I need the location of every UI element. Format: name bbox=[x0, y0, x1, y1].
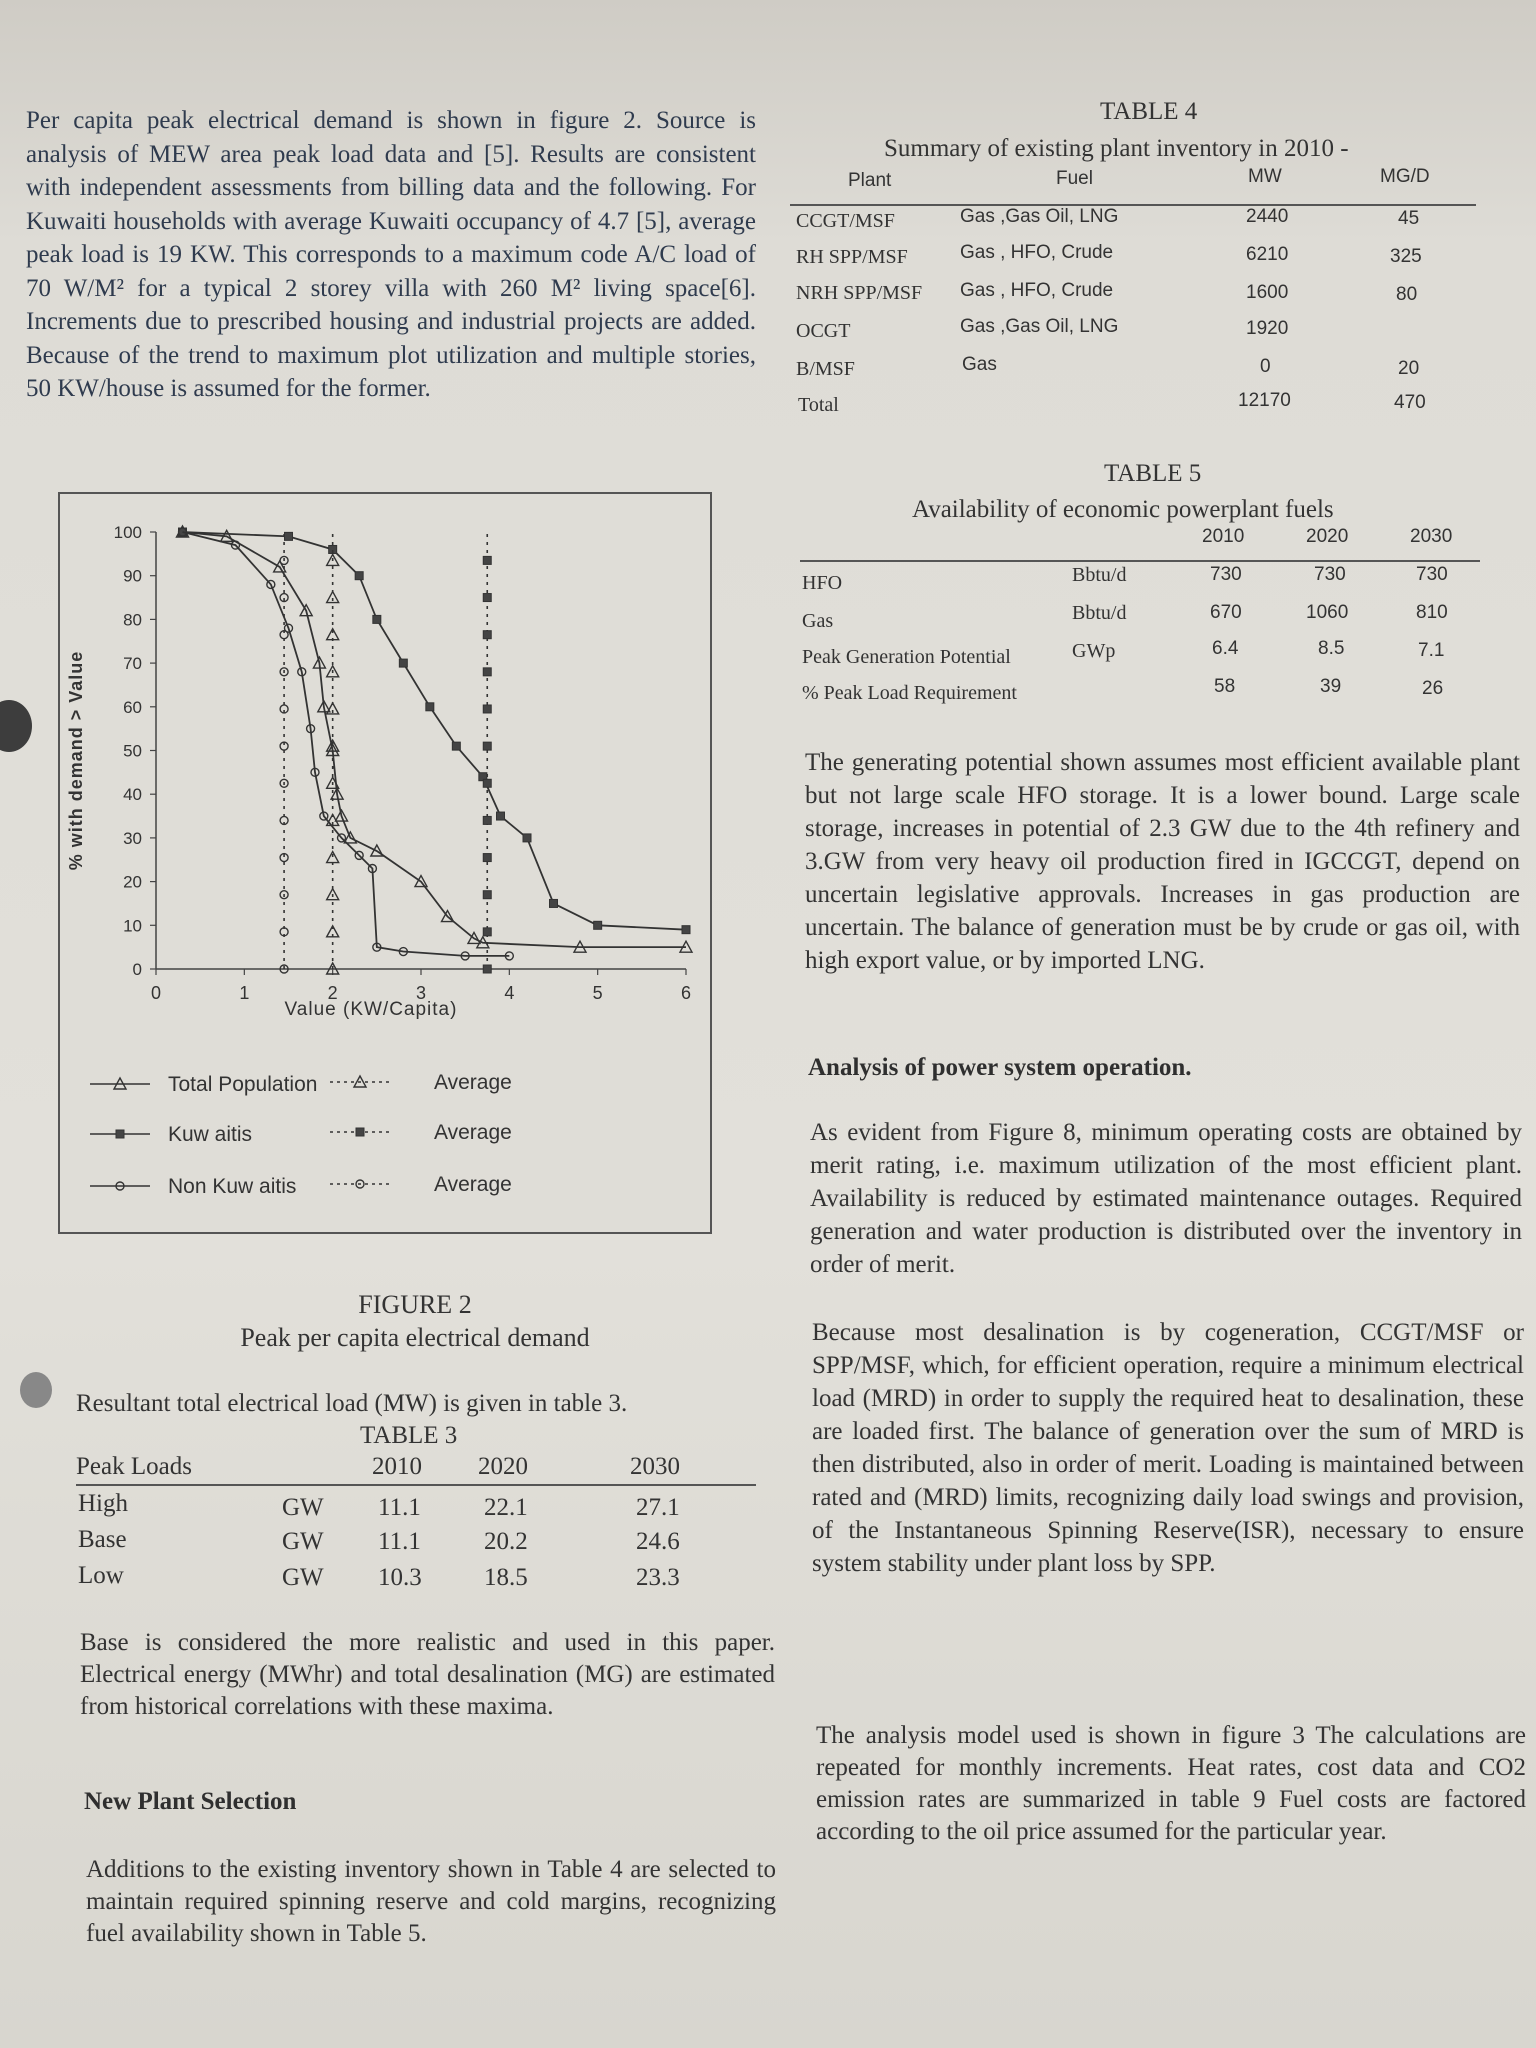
y-tick-label: 30 bbox=[123, 828, 142, 848]
figure-caption-title: Peak per capita electrical demand bbox=[240, 1323, 590, 1352]
y-tick-label: 90 bbox=[123, 566, 142, 586]
data-point-kuwaitis bbox=[285, 532, 293, 540]
table5-row-2010: 730 bbox=[1210, 564, 1242, 585]
data-point-kuwaitis bbox=[497, 812, 505, 820]
table4-header-rule bbox=[790, 204, 1476, 206]
x-tick-label: 0 bbox=[150, 983, 162, 1003]
y-tick-label: 0 bbox=[132, 960, 142, 979]
table3-header-rule bbox=[76, 1484, 756, 1486]
x-tick-label: 6 bbox=[680, 983, 692, 1003]
y-tick-label: 70 bbox=[123, 654, 142, 674]
data-point-kuwaitis bbox=[355, 572, 363, 580]
analysis-heading: Analysis of power system operation. bbox=[808, 1054, 1192, 1081]
table3-row-label: Low bbox=[78, 1562, 124, 1589]
table3-row-unit: GW bbox=[282, 1494, 324, 1521]
table5-year: 2020 bbox=[1306, 526, 1349, 547]
figure-2-plot bbox=[60, 494, 710, 1232]
table3-row-2030: 27.1 bbox=[636, 1494, 680, 1521]
average-marker bbox=[483, 891, 491, 899]
y-tick-label: 20 bbox=[123, 872, 142, 892]
binder-hole-mark bbox=[20, 1372, 52, 1408]
table4-row-mw: 0 bbox=[1260, 356, 1271, 377]
table4-row-plant: OCGT bbox=[796, 320, 851, 342]
table5-row-2020: 39 bbox=[1320, 676, 1342, 697]
table3-row-2030: 23.3 bbox=[636, 1564, 680, 1591]
x-tick-label: 1 bbox=[239, 983, 250, 1003]
table4-row-plant: B/MSF bbox=[796, 358, 855, 380]
table5-year: 2030 bbox=[1410, 526, 1453, 547]
table5-row-2010: 6.4 bbox=[1212, 638, 1239, 659]
base-paragraph: Base is considered the more realistic and used in this paper. Electrical energy (MWhr) and total desalination (MG) are estimated from historical correlations with these maxima. bbox=[80, 1629, 775, 1720]
legend-label: Average bbox=[434, 1071, 512, 1094]
average-marker bbox=[483, 854, 491, 862]
table5-row-2020: 8.5 bbox=[1318, 638, 1345, 659]
table4-header-mw: MW bbox=[1248, 166, 1282, 187]
y-tick-label: 10 bbox=[123, 916, 142, 936]
table4-header-mgd: MG/D bbox=[1380, 166, 1430, 187]
data-point-kuwaitis bbox=[682, 926, 690, 934]
table3-header-label: Peak Loads bbox=[76, 1453, 192, 1480]
table4-row-fuel: Gas ,Gas Oil, LNG bbox=[960, 206, 1119, 227]
table4-row-mgd: 45 bbox=[1398, 208, 1420, 229]
data-point-kuwaitis bbox=[550, 899, 558, 907]
table3-row-2010: 10.3 bbox=[378, 1564, 422, 1591]
y-tick-label: 80 bbox=[123, 610, 142, 630]
table4-header-plant: Plant bbox=[848, 170, 892, 191]
table5-row-unit: Bbtu/d bbox=[1072, 564, 1127, 586]
average-marker bbox=[483, 594, 491, 602]
table4-subtitle: Summary of existing plant inventory in 2010 - bbox=[884, 135, 1349, 162]
y-tick-label: 40 bbox=[123, 785, 142, 805]
average-marker bbox=[483, 816, 491, 824]
table4-row-mw: 6210 bbox=[1246, 244, 1289, 265]
data-point-kuwaitis bbox=[523, 834, 531, 842]
legend-label: Kuw aitis bbox=[168, 1123, 253, 1146]
table3-row-2020: 18.5 bbox=[484, 1564, 528, 1591]
average-marker bbox=[483, 631, 491, 639]
table5-row-label: Peak Generation Potential bbox=[802, 646, 1011, 668]
legend-label: Average bbox=[434, 1173, 512, 1196]
table3-row-label: Base bbox=[78, 1526, 127, 1553]
y-axis-label: % with demand > Value bbox=[66, 650, 86, 871]
new-plant-heading: New Plant Selection bbox=[84, 1788, 297, 1815]
table4-row-fuel: Gas ,Gas Oil, LNG bbox=[960, 316, 1119, 337]
table5-row-2030: 810 bbox=[1416, 602, 1448, 623]
table4-row-plant: RH SPP/MSF bbox=[796, 246, 908, 268]
table5-year: 2010 bbox=[1202, 526, 1245, 547]
table4-row-mw: 12170 bbox=[1238, 390, 1291, 411]
table3-row-2010: 11.1 bbox=[378, 1528, 421, 1555]
data-point-kuwaitis bbox=[452, 742, 460, 750]
table5-row-2020: 1060 bbox=[1306, 602, 1349, 623]
table4-row-fuel: Gas , HFO, Crude bbox=[960, 280, 1114, 301]
table4-row-mgd: 325 bbox=[1390, 246, 1422, 267]
table3-row-unit: GW bbox=[282, 1528, 324, 1555]
table5-row-label: HFO bbox=[802, 572, 843, 594]
average-marker bbox=[483, 556, 491, 564]
table3-row-label: High bbox=[78, 1490, 128, 1517]
table5-row-unit: GWp bbox=[1072, 640, 1116, 662]
figure-caption-number: FIGURE 2 bbox=[358, 1290, 472, 1319]
table5-row-2010: 670 bbox=[1210, 602, 1242, 623]
new-plant-paragraph: Additions to the existing inventory shown in Table 4 are selected to maintain required spinning reserve and cold margins, recognizing fuel availability shown in Table 5. bbox=[86, 1856, 776, 1947]
y-tick-label: 50 bbox=[123, 741, 142, 761]
table4-row-plant: Total bbox=[798, 394, 839, 416]
model-paragraph: The analysis model used is shown in figure 3 The calculations are repeated for monthly increments. Heat rates, cost data and CO2 emission rates are summarized in table 9 Fuel costs are factored according to the oil price assumed for the particular year. bbox=[816, 1722, 1526, 1845]
table4-row-plant: CCGT/MSF bbox=[796, 210, 895, 232]
y-tick-label: 100 bbox=[113, 523, 142, 542]
table3-row-2020: 20.2 bbox=[484, 1528, 528, 1555]
average-marker bbox=[483, 779, 491, 787]
table4-row-mgd: 470 bbox=[1394, 392, 1426, 413]
table4-title: TABLE 4 bbox=[1100, 98, 1198, 125]
table5-row-2030: 26 bbox=[1422, 678, 1444, 699]
x-axis-label: Value (KW/Capita) bbox=[284, 999, 458, 1020]
table4-header-fuel: Fuel bbox=[1056, 168, 1093, 189]
data-point-kuwaitis bbox=[594, 921, 602, 929]
table5-row-2020: 730 bbox=[1314, 564, 1346, 585]
table3-row-2020: 22.1 bbox=[484, 1494, 528, 1521]
table5-subtitle: Availability of economic powerplant fuels bbox=[912, 496, 1334, 523]
legend-label: Total Population bbox=[168, 1073, 318, 1096]
table4-row-mw: 2440 bbox=[1246, 206, 1289, 227]
legend-label: Average bbox=[434, 1121, 512, 1144]
x-tick-label: 4 bbox=[504, 983, 515, 1003]
table3-header-2010: 2010 bbox=[372, 1453, 422, 1480]
y-tick-label: 60 bbox=[123, 697, 142, 717]
table3-row-unit: GW bbox=[282, 1564, 324, 1591]
merit-paragraph: As evident from Figure 8, minimum operating costs are obtained by merit rating, i.e. maximum utilization of the most efficient plant. Availability is reduced by estimated maintenance outages. Required generation and water production is distributed over the inventory in order of merit. bbox=[810, 1119, 1522, 1278]
table5-row-label: Gas bbox=[802, 610, 834, 632]
data-point-kuwaitis bbox=[373, 615, 381, 623]
table5-title: TABLE 5 bbox=[1104, 460, 1202, 487]
data-point-kuwaitis bbox=[426, 703, 434, 711]
table5-header-rule bbox=[800, 560, 1480, 562]
table4-row-mw: 1600 bbox=[1246, 282, 1289, 303]
table3-header-2020: 2020 bbox=[478, 1453, 528, 1480]
table4-row-plant: NRH SPP/MSF bbox=[796, 282, 923, 304]
x-tick-label: 5 bbox=[592, 983, 603, 1003]
table3-header-2030: 2030 bbox=[630, 1453, 680, 1480]
legend-swatch-marker bbox=[116, 1130, 124, 1138]
table4-row-mgd: 80 bbox=[1396, 284, 1418, 305]
table5-row-label: % Peak Load Requirement bbox=[802, 682, 1017, 704]
table5-row-2030: 7.1 bbox=[1418, 640, 1445, 661]
average-marker bbox=[483, 965, 491, 973]
figure-2-chart bbox=[58, 492, 712, 1234]
table5-row-unit: Bbtu/d bbox=[1072, 602, 1127, 624]
data-point-kuwaitis bbox=[399, 659, 407, 667]
series-line-kuwaitis bbox=[183, 532, 687, 930]
table4-row-mw: 1920 bbox=[1246, 318, 1289, 339]
potential-paragraph: The generating potential shown assumes most efficient available plant but not large scale HFO storage. It is a lower bound. Large scale storage, increases in potential of 2.3 GW due to the 4th refinery and 3.GW from very heavy oil production fired in IGCCGT, depend on uncertain legislative approvals. Increases in gas production are uncertain. The balance of generation must be by crude or gas oil, with high export value, or by imported LNG. bbox=[805, 749, 1520, 974]
table5-row-2030: 730 bbox=[1416, 564, 1448, 585]
table5-row-2010: 58 bbox=[1214, 676, 1236, 697]
table3-intro: Resultant total electrical load (MW) is given in table 3. bbox=[76, 1390, 628, 1417]
table4-row-mgd: 20 bbox=[1398, 358, 1420, 379]
average-marker bbox=[327, 852, 339, 863]
cogeneration-paragraph: Because most desalination is by cogeneration, CCGT/MSF or SPP/MSF, which, for efficient operation, require a minimum electrical load (MRD) in order to supply the required heat to desalination, these are loaded first. The balance of generation over the sum of MRD is then distributed, also in order of merit. Loading is maintained between rated and (MRD) limits, recognizing daily load swings and provision, of the Instantaneous Spinning Reserve(ISR), necessary to ensure system stability under plant loss by SPP. bbox=[812, 1319, 1524, 1577]
table4-row-fuel: Gas bbox=[962, 354, 997, 375]
table3-row-2010: 11.1 bbox=[378, 1494, 421, 1521]
average-marker bbox=[483, 928, 491, 936]
average-marker bbox=[483, 742, 491, 750]
average-marker bbox=[483, 668, 491, 676]
x-tick-label: 3 bbox=[415, 983, 427, 1003]
table3-title: TABLE 3 bbox=[360, 1422, 458, 1449]
x-tick-label: 2 bbox=[327, 983, 338, 1003]
legend-label: Non Kuw aitis bbox=[168, 1175, 297, 1198]
legend-swatch-marker bbox=[356, 1128, 364, 1136]
series-line-total-population bbox=[183, 532, 687, 947]
table4-row-fuel: Gas , HFO, Crude bbox=[960, 242, 1114, 263]
average-marker bbox=[483, 705, 491, 713]
intro-paragraph: Per capita peak electrical demand is shown in figure 2. Source is analysis of MEW area peak load data and [5]. Results are consistent with independent assessments from billing data and the following. For Kuwaiti households with average Kuwaiti occupancy of 4.7 [5], average peak load is 19 KW. This corresponds to a maximum code A/C load of 70 W/M² for a typical 2 storey villa with 260 M² living space[6]. Increments due to prescribed housing and industrial projects are added. Because of the trend to maximum plot utilization and multiple stories, 50 KW/house is assumed for the former. bbox=[26, 107, 756, 402]
table3-row-2030: 24.6 bbox=[636, 1528, 680, 1555]
